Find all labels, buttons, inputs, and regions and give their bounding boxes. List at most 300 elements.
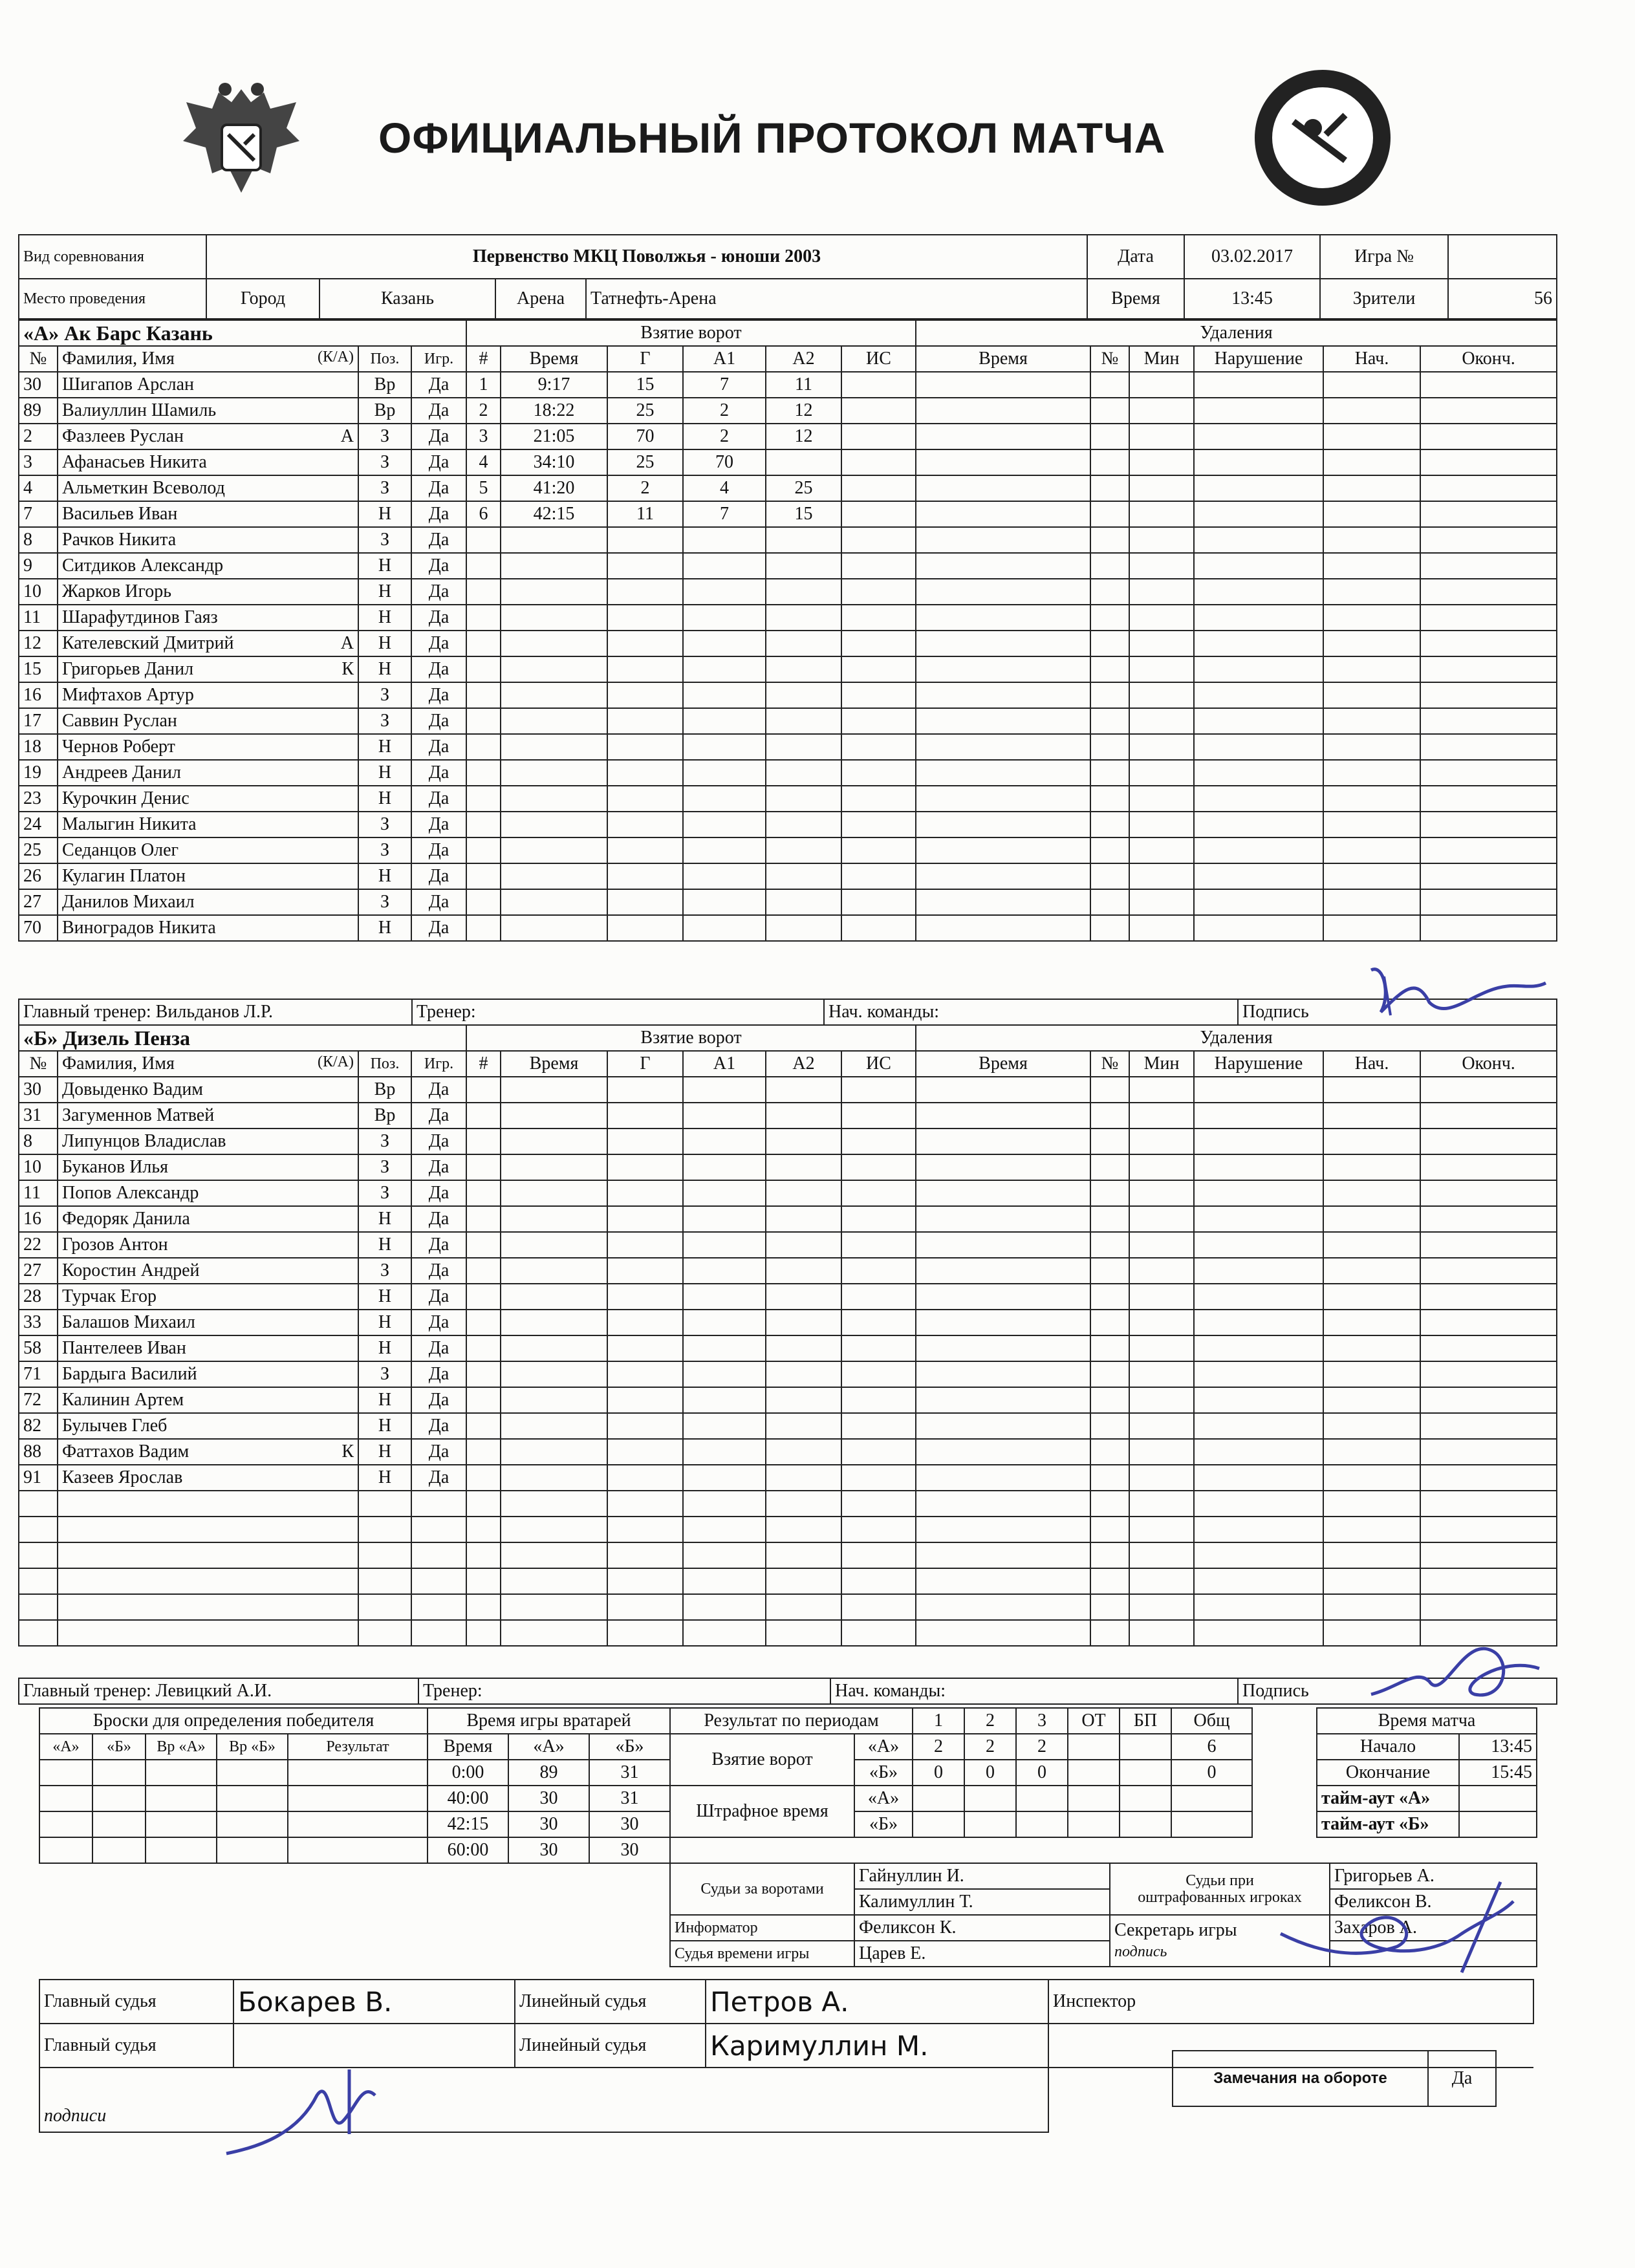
player-position: Н	[358, 734, 411, 760]
goal-assist-2	[766, 1232, 841, 1258]
col-assist-1: А1	[683, 346, 766, 372]
player-played: Да	[411, 889, 466, 915]
pen-violation	[1194, 1129, 1323, 1154]
goal-assist-2	[766, 1465, 841, 1491]
col-assist-2: А2	[766, 346, 841, 372]
player-number: 58	[19, 1335, 58, 1361]
player-played: Да	[411, 1103, 466, 1129]
goal-assist-2	[766, 1154, 841, 1180]
goal-number	[466, 863, 501, 889]
player-position: Н	[358, 553, 411, 579]
goal-situation	[841, 1361, 916, 1387]
goal-assist-2	[766, 1310, 841, 1335]
goal-time	[501, 682, 607, 708]
goal-scorer	[607, 837, 683, 863]
goal-assist-1	[683, 1465, 766, 1491]
player-name	[58, 372, 358, 398]
pen-time	[916, 1103, 1090, 1129]
goal-scorer	[607, 760, 683, 786]
pen-minutes	[1129, 1517, 1194, 1542]
remarks-value: Да	[1428, 2051, 1496, 2106]
pen-violation	[1194, 1310, 1323, 1335]
pen-violation	[1194, 1335, 1323, 1361]
player-number: 71	[19, 1361, 58, 1387]
pen-number	[1090, 553, 1129, 579]
col-pen-violation: Нарушение	[1194, 346, 1323, 372]
pen-violation	[1194, 1465, 1323, 1491]
goal-assist-1	[683, 1077, 766, 1103]
pen-violation	[1194, 656, 1323, 682]
pen-minutes	[1129, 786, 1194, 812]
player-number	[19, 1568, 58, 1594]
goal-number	[466, 837, 501, 863]
pen-number	[1090, 1465, 1129, 1491]
pen-violation	[1194, 605, 1323, 631]
player-played: Да	[411, 1077, 466, 1103]
goal-time	[501, 812, 607, 837]
player-row	[19, 863, 1557, 889]
goal-assist-2	[766, 682, 841, 708]
goal-scorer	[607, 1232, 683, 1258]
pen-time	[916, 372, 1090, 398]
goal-assist-1: 2	[683, 424, 766, 449]
period-3-header: 3	[1016, 1708, 1068, 1734]
match-start-value: 13:45	[1459, 1734, 1537, 1760]
pen-start	[1323, 1387, 1420, 1413]
period-so-header: БП	[1120, 1708, 1171, 1734]
goal-scorer	[607, 734, 683, 760]
pen-start	[1323, 1517, 1420, 1542]
goal-assist-1	[683, 708, 766, 734]
player-played: Да	[411, 1361, 466, 1387]
penalty-judge-2: Феликсон В.	[1330, 1889, 1537, 1915]
player-row	[19, 1517, 1557, 1542]
goal-number	[466, 1129, 501, 1154]
goal-assist-2	[766, 1517, 841, 1542]
goal-number	[466, 1335, 501, 1361]
player-position: Н	[358, 605, 411, 631]
pen-minutes	[1129, 424, 1194, 449]
pen-end	[1420, 1413, 1557, 1439]
pen-end	[1420, 553, 1557, 579]
player-number: 30	[19, 1077, 58, 1103]
goalie-time-cell: 30	[589, 1811, 670, 1837]
player-name	[58, 812, 358, 837]
pen-time	[916, 915, 1090, 941]
goal-number	[466, 1361, 501, 1387]
goal-time	[501, 1620, 607, 1646]
pen-minutes	[1129, 605, 1194, 631]
goal-number	[466, 1206, 501, 1232]
player-played: Да	[411, 1284, 466, 1310]
player-position	[358, 1568, 411, 1594]
goal-assist-1	[683, 1310, 766, 1335]
col-game-situation: ИС	[841, 1051, 916, 1077]
pen-start	[1323, 553, 1420, 579]
goal-number: 4	[466, 449, 501, 475]
player-captaincy: К	[341, 1442, 354, 1462]
player-name-text: Балашов Михаил	[62, 1312, 195, 1332]
goalie-time-cell: 42:15	[428, 1811, 508, 1837]
goal-assist-2: 11	[766, 372, 841, 398]
goal-number	[466, 1620, 501, 1646]
game-number	[1448, 235, 1557, 279]
player-name	[58, 656, 358, 682]
pen-violation	[1194, 1284, 1323, 1310]
goal-situation	[841, 605, 916, 631]
goal-time	[501, 1361, 607, 1387]
goal-time	[501, 1465, 607, 1491]
pen-time	[916, 1568, 1090, 1594]
goal-time	[501, 1258, 607, 1284]
player-number: 12	[19, 631, 58, 656]
pen-violation	[1194, 786, 1323, 812]
period-b-ot	[1068, 1760, 1120, 1786]
informer-label: Информатор	[670, 1915, 854, 1941]
pen-team-b-label: «Б»	[854, 1811, 913, 1837]
pen-number	[1090, 1517, 1129, 1542]
pen-time	[916, 475, 1090, 501]
goal-time	[501, 1568, 607, 1594]
player-position: Н	[358, 863, 411, 889]
period-ot-header: ОТ	[1068, 1708, 1120, 1734]
player-name	[58, 863, 358, 889]
penalty-time-label: Штрафное время	[670, 1786, 854, 1837]
spectators-value: 56	[1448, 279, 1557, 319]
pen-minutes	[1129, 734, 1194, 760]
col-ka-label: (К/А)	[318, 349, 354, 365]
player-name-text: Саввин Руслан	[62, 711, 177, 731]
goal-situation	[841, 1310, 916, 1335]
arena-value: Татнефть-Арена	[586, 279, 1087, 319]
pen-number	[1090, 1491, 1129, 1517]
player-name-text: Васильев Иван	[62, 504, 178, 524]
goal-number	[466, 1232, 501, 1258]
goal-number	[466, 915, 501, 941]
player-row	[19, 1542, 1557, 1568]
goal-assist-2	[766, 837, 841, 863]
pen-time	[916, 1439, 1090, 1465]
player-name-text: Бардыга Василий	[62, 1364, 197, 1384]
player-name	[58, 475, 358, 501]
goal-number	[466, 579, 501, 605]
pen-minutes	[1129, 372, 1194, 398]
player-row	[19, 1258, 1557, 1284]
pen-start	[1323, 1103, 1420, 1129]
goal-situation	[841, 760, 916, 786]
player-name	[58, 1180, 358, 1206]
goal-time	[501, 1310, 607, 1335]
pen-violation	[1194, 424, 1323, 449]
pen-end	[1420, 1465, 1557, 1491]
goal-assist-1	[683, 734, 766, 760]
col-num: №	[19, 346, 58, 372]
goal-assist-1	[683, 1387, 766, 1413]
period-team-a-label: «А»	[854, 1734, 913, 1760]
goal-number	[466, 1542, 501, 1568]
goal-number: 5	[466, 475, 501, 501]
player-row	[19, 1465, 1557, 1491]
goal-judges-label: Судьи за воротами	[670, 1863, 854, 1915]
goal-assist-2: 15	[766, 501, 841, 527]
player-name-text: Загуменнов Матвей	[62, 1105, 215, 1125]
player-row	[19, 1361, 1557, 1387]
player-name	[58, 449, 358, 475]
pen-violation	[1194, 579, 1323, 605]
pen-end	[1420, 398, 1557, 424]
pen-start	[1323, 1568, 1420, 1594]
pen-end	[1420, 501, 1557, 527]
pen-time	[916, 1620, 1090, 1646]
player-row	[19, 837, 1557, 863]
shootout-cell	[92, 1837, 146, 1863]
player-row	[19, 1129, 1557, 1154]
goal-judge-1: Гайнуллин И.	[854, 1863, 1110, 1889]
player-row	[19, 553, 1557, 579]
player-position: З	[358, 1361, 411, 1387]
pen-end	[1420, 579, 1557, 605]
pen-violation	[1194, 1077, 1323, 1103]
team-b-signature-scribble	[1358, 1630, 1552, 1714]
pen-time	[916, 527, 1090, 553]
player-position: Н	[358, 786, 411, 812]
player-played: Да	[411, 579, 466, 605]
pen-number	[1090, 579, 1129, 605]
player-row	[19, 1594, 1557, 1620]
pen-number	[1090, 682, 1129, 708]
pen-number	[1090, 837, 1129, 863]
period-2-header: 2	[964, 1708, 1016, 1734]
player-row	[19, 1439, 1557, 1465]
goal-scorer	[607, 1206, 683, 1232]
pen-start	[1323, 398, 1420, 424]
timekeeper-label: Судья времени игры	[670, 1941, 854, 1967]
pen-start	[1323, 760, 1420, 786]
goal-situation	[841, 1542, 916, 1568]
pen-violation	[1194, 527, 1323, 553]
goal-scorer	[607, 1439, 683, 1465]
shootout-cell	[92, 1760, 146, 1786]
goal-scorer	[607, 1284, 683, 1310]
player-row	[19, 1103, 1557, 1129]
player-number: 11	[19, 1180, 58, 1206]
period-b-so	[1120, 1760, 1171, 1786]
goal-time	[501, 786, 607, 812]
player-played	[411, 1491, 466, 1517]
game-label: Игра №	[1320, 235, 1448, 279]
goal-scorer	[607, 1387, 683, 1413]
pen-start	[1323, 605, 1420, 631]
player-number: 18	[19, 734, 58, 760]
goal-time	[501, 1491, 607, 1517]
goalie-time-header: «Б»	[589, 1734, 670, 1760]
pen-violation	[1194, 734, 1323, 760]
goal-assist-2	[766, 1129, 841, 1154]
goal-situation	[841, 1335, 916, 1361]
secretary-sub-label: подпись	[1114, 1943, 1167, 1960]
pen-number	[1090, 1258, 1129, 1284]
goal-time	[501, 631, 607, 656]
goal-assist-1	[683, 1620, 766, 1646]
player-number: 27	[19, 889, 58, 915]
pen-time	[916, 1413, 1090, 1439]
goal-assist-1	[683, 1594, 766, 1620]
player-name-text: Валиуллин Шамиль	[62, 400, 217, 420]
goal-number	[466, 1180, 501, 1206]
player-row	[19, 579, 1557, 605]
goal-number	[466, 682, 501, 708]
goal-scorer	[607, 915, 683, 941]
pen-time	[916, 1361, 1090, 1387]
player-number: 30	[19, 372, 58, 398]
player-played: Да	[411, 863, 466, 889]
goal-scorer	[607, 682, 683, 708]
pen-end	[1420, 1310, 1557, 1335]
player-name-text: Довыденко Вадим	[62, 1079, 204, 1099]
goal-assist-2	[766, 889, 841, 915]
goal-assist-2	[766, 1335, 841, 1361]
pen-minutes	[1129, 760, 1194, 786]
goal-assist-2	[766, 1413, 841, 1439]
pen-end	[1420, 372, 1557, 398]
goal-scorer	[607, 1180, 683, 1206]
goal-situation	[841, 372, 916, 398]
player-position: Н	[358, 1413, 411, 1439]
goal-number	[466, 1594, 501, 1620]
player-played: Да	[411, 449, 466, 475]
pen-minutes	[1129, 1439, 1194, 1465]
pen-minutes	[1129, 837, 1194, 863]
goal-assist-1	[683, 1335, 766, 1361]
goal-scorer	[607, 1258, 683, 1284]
pen-number	[1090, 786, 1129, 812]
pen-end	[1420, 1387, 1557, 1413]
team-b-penalties-header: Удаления	[916, 1025, 1557, 1051]
player-played: Да	[411, 1129, 466, 1154]
pen-time	[916, 889, 1090, 915]
pen-start	[1323, 1077, 1420, 1103]
team-a-goals-header: Взятие ворот	[466, 320, 916, 346]
goal-time	[501, 1154, 607, 1180]
pen-violation	[1194, 1568, 1323, 1594]
goal-number: 2	[466, 398, 501, 424]
player-played: Да	[411, 475, 466, 501]
player-row	[19, 786, 1557, 812]
team-a-trainer-label: Тренер:	[412, 999, 824, 1025]
period-1-header: 1	[913, 1708, 964, 1734]
goal-number	[466, 1103, 501, 1129]
player-row	[19, 682, 1557, 708]
penalty-judges-label-1: Судьи при	[1186, 1872, 1254, 1889]
player-name-text: Мифтахов Артур	[62, 685, 194, 705]
pen-start	[1323, 1413, 1420, 1439]
pen-number	[1090, 1387, 1129, 1413]
col-name-label: Фамилия, Имя	[62, 349, 175, 369]
goal-number	[466, 786, 501, 812]
col-pen-min: Мин	[1129, 1051, 1194, 1077]
pen-minutes	[1129, 1620, 1194, 1646]
pen-start	[1323, 1335, 1420, 1361]
goal-assist-1	[683, 863, 766, 889]
player-row	[19, 812, 1557, 837]
goal-assist-2	[766, 631, 841, 656]
periods-table	[669, 1707, 1317, 1838]
shootout-cell	[92, 1786, 146, 1811]
shootout-header: «А»	[39, 1734, 92, 1760]
goal-assist-1	[683, 1103, 766, 1129]
player-name	[58, 1465, 358, 1491]
pen-start	[1323, 1491, 1420, 1517]
player-position	[358, 1517, 411, 1542]
player-name	[58, 398, 358, 424]
goal-number	[466, 760, 501, 786]
col-goal-num: #	[466, 346, 501, 372]
goal-assist-1	[683, 1154, 766, 1180]
player-position: З	[358, 889, 411, 915]
player-name	[58, 1335, 358, 1361]
player-name	[58, 1387, 358, 1413]
goal-situation	[841, 579, 916, 605]
pen-start	[1323, 1232, 1420, 1258]
goal-situation	[841, 1387, 916, 1413]
col-pen-num: №	[1090, 346, 1129, 372]
player-position: З	[358, 424, 411, 449]
shootout-cell	[146, 1837, 217, 1863]
player-row	[19, 527, 1557, 553]
timeout-b-label: тайм-аут «Б»	[1317, 1811, 1459, 1837]
pen-start	[1323, 915, 1420, 941]
pen-minutes	[1129, 1206, 1194, 1232]
player-name-text: Андреев Данил	[62, 762, 181, 783]
pen-violation	[1194, 372, 1323, 398]
match-end-value: 15:45	[1459, 1760, 1537, 1786]
pen-end	[1420, 656, 1557, 682]
player-name-text: Чернов Роберт	[62, 737, 175, 757]
player-row	[19, 1154, 1557, 1180]
player-name-text: Данилов Михаил	[62, 892, 195, 912]
goal-situation	[841, 1232, 916, 1258]
venue-label: Место проведения	[19, 279, 206, 319]
goal-number	[466, 708, 501, 734]
goal-time	[501, 1180, 607, 1206]
pen-violation	[1194, 837, 1323, 863]
player-played	[411, 1517, 466, 1542]
goal-situation	[841, 1180, 916, 1206]
goal-time: 9:17	[501, 372, 607, 398]
goalie-time-cell: 31	[589, 1786, 670, 1811]
goal-time	[501, 863, 607, 889]
pen-start	[1323, 1129, 1420, 1154]
player-name	[58, 1103, 358, 1129]
goal-assist-1	[683, 915, 766, 941]
goal-judge-2: Калимуллин Т.	[854, 1889, 1110, 1915]
team-b-title: «Б» Дизель Пенза	[19, 1025, 466, 1051]
goal-situation	[841, 682, 916, 708]
pen-violation	[1194, 1620, 1323, 1646]
pen-number	[1090, 1077, 1129, 1103]
pen-time	[916, 708, 1090, 734]
goal-number	[466, 1517, 501, 1542]
goalie-time-cell: 60:00	[428, 1837, 508, 1863]
pen-end	[1420, 1103, 1557, 1129]
league-logo	[1248, 63, 1397, 212]
pen-end	[1420, 1568, 1557, 1594]
player-position: З	[358, 475, 411, 501]
player-played	[411, 1568, 466, 1594]
period-b-1: 0	[913, 1760, 964, 1786]
player-row	[19, 760, 1557, 786]
pen-end	[1420, 1439, 1557, 1465]
